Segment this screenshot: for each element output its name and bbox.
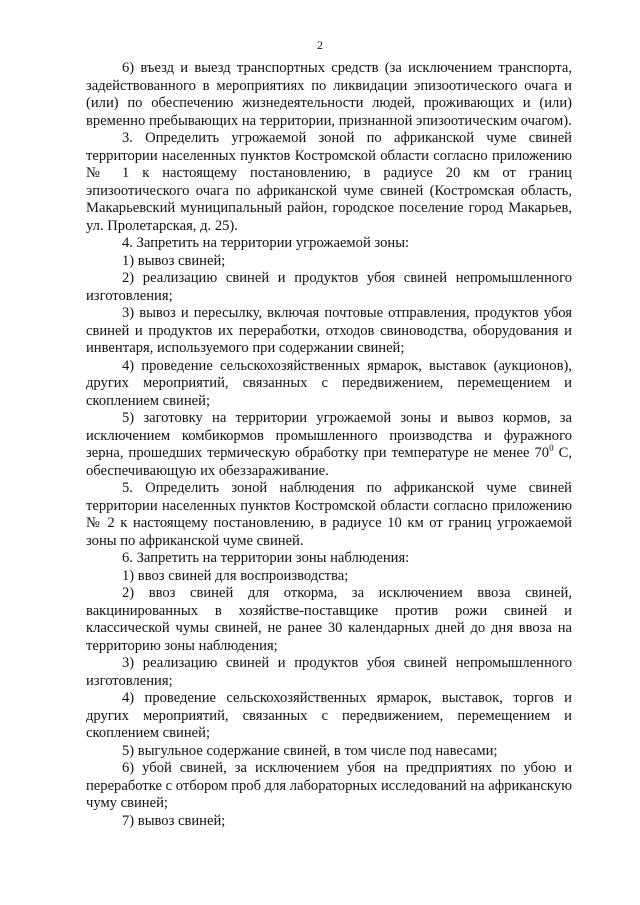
paragraph: 4) проведение сельскохозяйственных ярмарок, выставок (аукционов), других мероприятий, связанных с передвижением, перемещением и скоплением свиней; xyxy=(86,357,572,409)
paragraph: 6. Запретить на территории зоны наблюдения: xyxy=(122,550,410,566)
paragraph: 7) вывоз свиней; xyxy=(122,812,226,829)
paragraph: 6) въезд и выезд транспортных средств (за исключением транспорта, задействованного в мероприятиях по ликвидации эпизоотического очага и (или) по обеспечению жизнедеятельности людей, проживающих и (или) временно пребывающих на территории, признанной эпизоотическим очагом). xyxy=(86,60,572,129)
paragraph: 2) реализацию свиней и продуктов убоя свиней непромышленного изготовления; xyxy=(86,270,572,304)
paragraph: 1) ввоз свиней для воспроизводства; xyxy=(122,567,349,584)
paragraph-text: 5) заготовку на территории угрожаемой зоны и вывоз кормов, за исключением комбикормов промышленного производства и фуражного зерна, прошедших термическую обработку при температуре не менее 70 xyxy=(86,410,572,461)
paragraph: 3) вывоз и пересылку, включая почтовые отправления, продуктов убоя свиней и продуктов их переработки, отходов свиноводства, оборудования и инвентаря, используемого при содержании свиней; xyxy=(86,305,572,356)
paragraph: 1) вывоз свиней; xyxy=(122,252,226,269)
document-body xyxy=(86,60,572,830)
degree-superscript: 0 xyxy=(549,443,554,454)
paragraph: 6) убой свиней, за исключением убоя на предприятиях по убою и переработке с отбором проб для лабораторных исследований на африканскую чуму свиней; xyxy=(86,760,572,811)
paragraph: 5. Определить зоной наблюдения по африканской чуме свиней территории населенных пунктов Костромской области согласно приложению № 2 к настоящему постановлению, в радиусе 10 км от границ угрожаемой зоны по африканской чуме свиней. xyxy=(86,480,572,549)
paragraph-text: С, обеспечивающую их обеззараживание. xyxy=(86,445,572,479)
paragraph xyxy=(86,410,572,480)
paragraph: 4. Запретить на территории угрожаемой зоны: xyxy=(122,235,410,251)
paragraph: 5) выгульное содержание свиней, в том числе под навесами; xyxy=(122,742,498,759)
paragraph: 3) реализацию свиней и продуктов убоя свиней непромышленного изготовления; xyxy=(86,655,572,689)
page-number: 2 xyxy=(317,38,323,52)
paragraph: 2) ввоз свиней для откорма, за исключением ввоза свиней, вакцинированных в хозяйстве-поставщике против рожи свиней и классической чумы свиней, не ранее 30 календарных дней до дня ввоза на территорию зоны наблюдения; xyxy=(86,585,572,654)
paragraph: 4) проведение сельскохозяйственных ярмарок, выставок, торгов и других мероприятий, связанных с передвижением, перемещением и скоплением свиней; xyxy=(86,690,572,741)
paragraph: 3. Определить угрожаемой зоной по африканской чуме свиней территории населенных пунктов Костромской области согласно приложению № 1 к настоящему постановлению, в радиусе 20 км от границ эпизоотического очага по африканской чуме свиней (Костромская область, Макарьевский муниципальный район, городское поселение город Макарьев, ул. Пролетарская, д. 25). xyxy=(86,130,572,234)
